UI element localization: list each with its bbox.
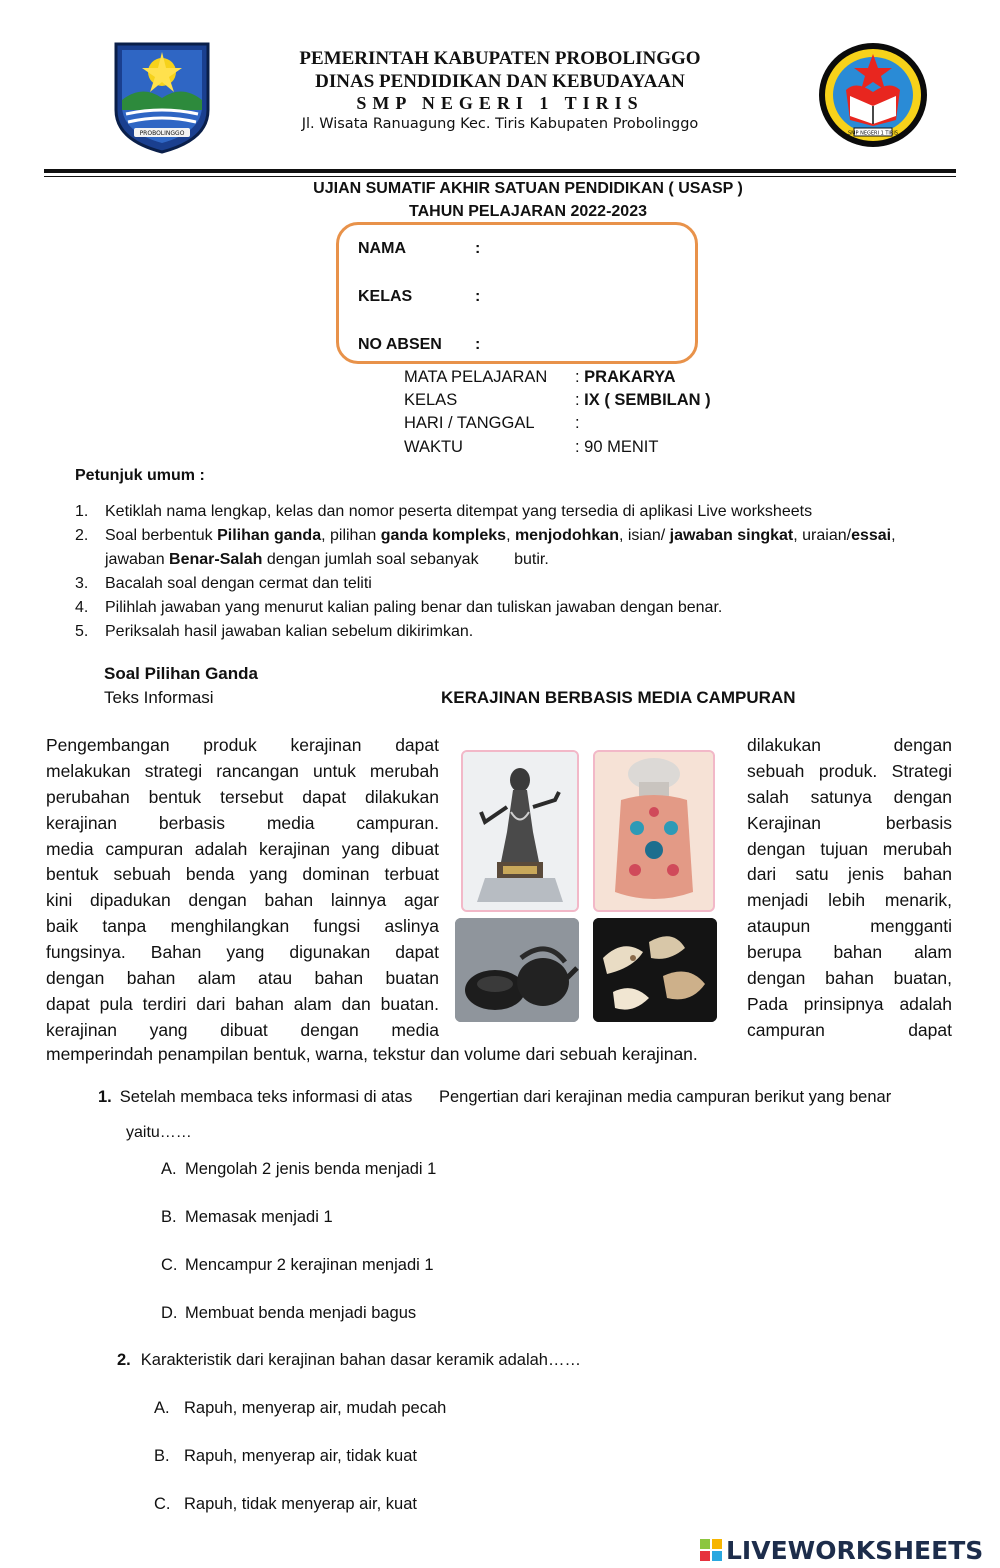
instruction-text: Soal berbentuk Pilihan ganda, pilihan ganda kompleks, menjodohkan, isian/ jawaban singkat, uraian/essai, jawaban Benar-Salah dengan jumlah soal sebanyak butir.	[105, 527, 896, 568]
q1-option-a[interactable]: A. Mengolah 2 jenis benda menjadi 1	[161, 1160, 437, 1178]
exam-year: TAHUN PELAJARAN 2022-2023	[409, 203, 647, 220]
passage-right-line: Kerajinan berbasis	[747, 812, 952, 833]
passage-left-line: baik tanpa menghilangkan fungsi aslinya	[46, 916, 439, 937]
passage-right-line: Pada prinsipnya adalah	[747, 993, 952, 1014]
date-value: :	[575, 414, 580, 432]
passage-right-line: dengan tujuan merubah	[747, 838, 952, 859]
instruction-item	[75, 524, 975, 572]
instruction-text: Ketiklah nama lengkap, kelas dan nomor peserta ditempat yang tersedia di aplikasi Live worksheets	[105, 503, 813, 520]
passage-right-line: dengan bahan buatan,	[747, 968, 952, 989]
instruction-number: 2.	[75, 527, 89, 544]
passage-right-line: sebuah produk. Strategi	[747, 760, 952, 781]
text-title: KERAJINAN BERBASIS MEDIA CAMPURAN	[441, 688, 796, 707]
teapot-image	[455, 918, 579, 1022]
q1-option-c[interactable]: C. Mencampur 2 kerajinan menjadi 1	[161, 1256, 434, 1274]
instructions-heading: Petunjuk umum :	[75, 467, 205, 484]
instruction-item	[75, 572, 975, 596]
instruction-text: Periksalah hasil jawaban kalian sebelum dikirimkan.	[105, 623, 474, 640]
instruction-number: 5.	[75, 623, 89, 640]
passage-last-line: memperindah penampilan bentuk, warna, tekstur dan volume dari sebuah kerajinan.	[46, 1044, 698, 1064]
passage-left-line: Pengembangan produk kerajinan dapat	[46, 735, 439, 755]
school-logo-text: SMP NEGERI 1 TIRIS	[848, 130, 898, 137]
subject-label: MATA PELAJARAN	[404, 368, 548, 386]
absen-colon: :	[475, 336, 481, 353]
grade-value: : IX ( SEMBILAN )	[575, 391, 711, 409]
passage-right-column	[747, 733, 952, 1044]
absen-label: NO ABSEN	[358, 336, 442, 353]
passage-right-line: menjadi lebih menarik,	[747, 890, 952, 911]
passage-right-line: salah satunya dengan	[747, 786, 952, 807]
seashell-craft-image	[593, 918, 717, 1022]
section-subtitle: Teks Informasi	[104, 688, 214, 707]
date-label: HARI / TANGGAL	[404, 414, 535, 432]
school-title: SMP NEGERI 1 TIRIS	[356, 93, 644, 113]
q1-option-d[interactable]: D. Membuat benda menjadi bagus	[161, 1304, 417, 1322]
q1-text: Pengertian dari kerajinan media campuran berikut yang benar	[439, 1088, 892, 1106]
dept-title: DINAS PENDIDIKAN DAN KEBUDAYAAN	[315, 71, 685, 92]
passage-right-line: campuran dapat	[747, 1019, 952, 1040]
gov-title: PEMERINTAH KABUPATEN PROBOLINGGO	[299, 48, 701, 69]
instruction-item	[75, 500, 975, 524]
name-label: NAMA	[358, 240, 406, 257]
passage-left-line: fungsinya. Bahan yang digunakan dapat	[46, 942, 439, 963]
passage-left-line: kerajinan berbasis media campuran.	[46, 812, 439, 833]
regency-logo-text: PROBOLINGGO	[139, 130, 185, 137]
instruction-number: 4.	[75, 599, 89, 616]
wayang-trophy-image	[461, 750, 579, 912]
header-rule-thin	[44, 176, 956, 177]
header-rule-thick	[44, 169, 956, 173]
passage-right-line: dilakukan dengan	[747, 735, 952, 755]
school-address: Jl. Wisata Ranuagung Kec. Tiris Kabupaten Probolinggo	[301, 116, 699, 132]
time-value: : 90 MENIT	[575, 438, 659, 456]
instructions-list	[75, 500, 975, 644]
q2-option-a[interactable]: A. Rapuh, menyerap air, mudah pecah	[154, 1399, 447, 1417]
exam-title: UJIAN SUMATIF AKHIR SATUAN PENDIDIKAN ( USASP )	[313, 180, 743, 197]
passage-right-line: berupa bahan alam	[747, 942, 952, 963]
instruction-item	[75, 596, 975, 620]
instruction-number: 1.	[75, 503, 89, 520]
class-colon: :	[475, 288, 481, 305]
class-label: KELAS	[358, 288, 413, 305]
name-input[interactable]	[492, 236, 682, 262]
passage-right-line: ataupun mengganti	[747, 916, 952, 937]
liveworksheets-logo-icon	[700, 1539, 722, 1561]
q1-lead: 1. Setelah membaca teks informasi di atas	[98, 1088, 413, 1106]
passage-left-line: kerajinan yang dibuat dengan media	[46, 1019, 439, 1040]
section-title: Soal Pilihan Ganda	[104, 664, 258, 683]
instruction-text: Bacalah soal dengan cermat dan teliti	[105, 575, 372, 592]
absen-input[interactable]	[492, 332, 682, 358]
liveworksheets-wordmark: LIVEWORKSHEETS	[726, 1535, 984, 1565]
passage-left-line: bentuk sebuah benda yang dominan terbuat	[46, 864, 439, 885]
instruction-item	[75, 620, 975, 644]
passage-left-line: kini dipadukan dengan bahan lainnya agar	[46, 890, 439, 911]
passage-left-line: perubahan bentuk tersebut dapat dilakukan	[46, 786, 439, 807]
subject-value: : PRAKARYA	[575, 368, 676, 386]
instruction-text: Pilihlah jawaban yang menurut kalian paling benar dan tuliskan jawaban dengan benar.	[105, 599, 723, 616]
q1-text-cont: yaitu……	[126, 1124, 192, 1141]
passage-left-column	[46, 733, 439, 1044]
instruction-number: 3.	[75, 575, 89, 592]
passage-right-line: dari satu jenis bahan	[747, 864, 952, 885]
decorated-jar-image	[593, 750, 715, 912]
liveworksheets-brand	[700, 1536, 983, 1564]
passage-left-line: media campuran adalah kerajinan yang dibuat	[46, 838, 439, 859]
passage-left-line: dengan bahan alam atau bahan buatan	[46, 968, 439, 989]
q2-option-b[interactable]: B. Rapuh, menyerap air, tidak kuat	[154, 1447, 417, 1465]
passage-left-line: dapat pula terdiri dari bahan alam dan buatan.	[46, 993, 439, 1014]
craft-images	[453, 738, 736, 1028]
q2-option-c[interactable]: C. Rapuh, tidak menyerap air, kuat	[154, 1495, 417, 1513]
grade-label: KELAS	[404, 391, 458, 409]
time-label: WAKTU	[404, 438, 463, 456]
class-input[interactable]	[492, 284, 682, 310]
passage-left-line: melakukan strategi rancangan untuk merubah	[46, 760, 439, 781]
q2-text: 2. Karakteristik dari kerajinan bahan dasar keramik adalah……	[117, 1351, 581, 1369]
name-colon: :	[475, 240, 481, 257]
q1-option-b[interactable]: B. Memasak menjadi 1	[161, 1208, 333, 1226]
